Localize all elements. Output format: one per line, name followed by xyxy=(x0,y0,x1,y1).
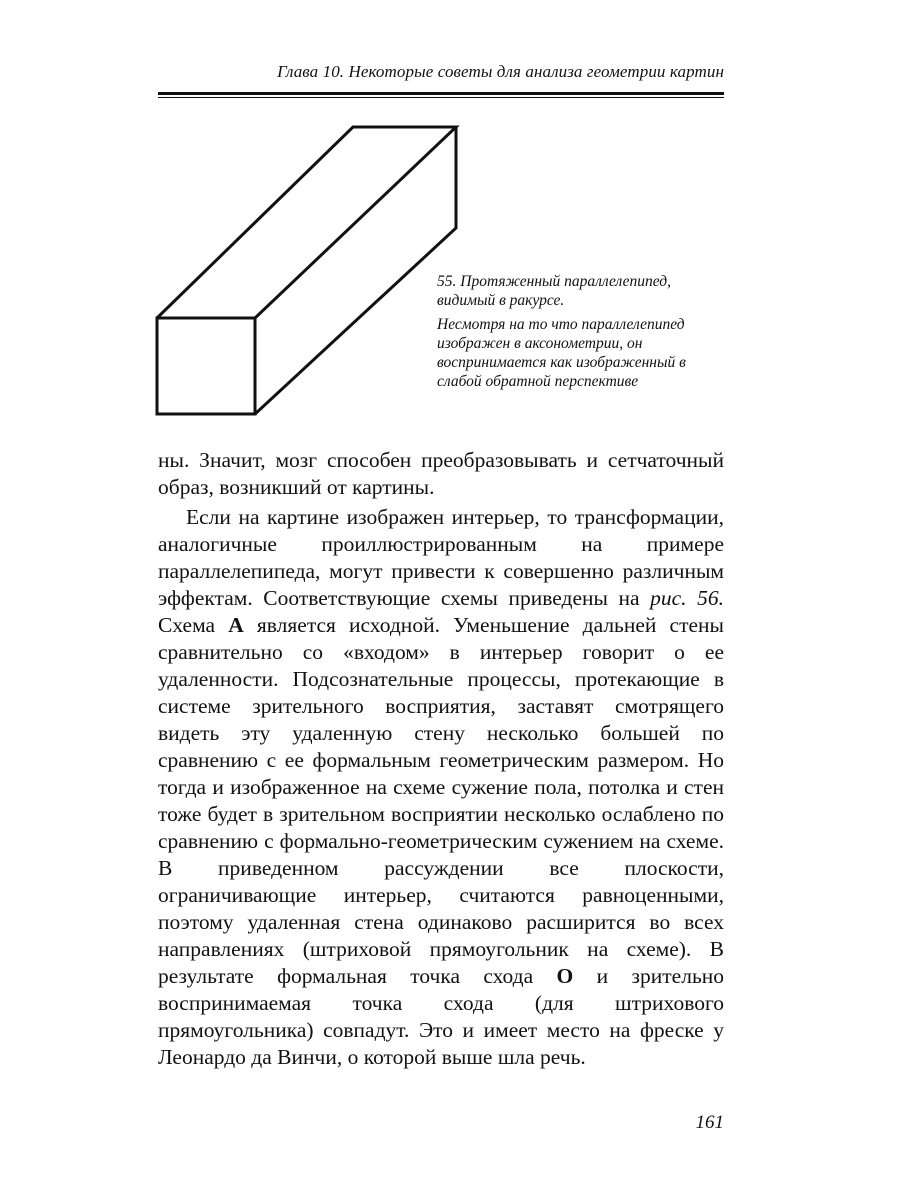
paragraph-2-part-1: Если на картине изображен интерьер, то трансформации, аналогичные проиллюстрированным на примере параллелепипеда, могут привести к совершенно различным эффектам. Соответствующие схемы приведены на xyxy=(158,505,724,610)
page-number: 161 xyxy=(695,1112,724,1133)
paragraph-1: ны. Значит, мозг способен преобразовывать и сетчаточный образ, возникший от картины. xyxy=(158,448,724,499)
paragraph-2 xyxy=(158,504,724,1071)
scheme-label: А xyxy=(228,613,244,637)
parallelepiped-figure xyxy=(150,120,470,420)
figure-caption-text: Несмотря на то что параллелепипед изображен в аксонометрии, он воспринимается как изображенный в слабой обратной перспективе xyxy=(437,316,686,390)
header-rule-thin xyxy=(158,97,724,98)
header-rule-thick xyxy=(158,92,724,95)
body-text xyxy=(158,447,724,1071)
vanishing-point-label: О xyxy=(556,964,574,988)
top-face-edges xyxy=(157,127,456,318)
figure-caption-title: 55. Протяженный параллелепипед, видимый в ракурсе. xyxy=(437,273,672,309)
paragraph-2-part-2: Схема xyxy=(158,613,229,637)
running-title: Глава 10. Некоторые советы для анализа геометрии картин xyxy=(277,62,724,81)
front-face xyxy=(157,318,255,414)
paragraph-2-part-4: и зрительно воспринимаемая точка схода (для штрихового прямоугольника) совпадут. Это и имеет место на фреске у Леонардо да Винчи, о которой выше шла речь. xyxy=(158,964,725,1069)
figure-reference: рис. 56. xyxy=(650,586,724,610)
figure-caption xyxy=(437,272,729,391)
paragraph-2-part-3: является исходной. Уменьшение дальней стены сравнительно со «входом» в интерьер говорит о ее удаленности. Подсознательные процессы, протекающие в системе зрительного восприятия, заставят смотрящего видеть эту удаленную стену несколько большей по сравнению с ее формальным геометрическим размером. Но тогда и изображенное на схеме сужение пола, потолка и стен тоже будет в зрительном восприятии несколько ослаблено по сравнению с формально-геометрическим сужением на схеме. В приведенном рассуждении все плоскости, ограничивающие интерьер, считаются равноценными, поэтому удаленная стена одинаково расширится во всех направлениях (штриховой прямоугольник на схеме). В результате формальная точка схода xyxy=(158,613,724,988)
side-face-edges xyxy=(255,127,456,414)
